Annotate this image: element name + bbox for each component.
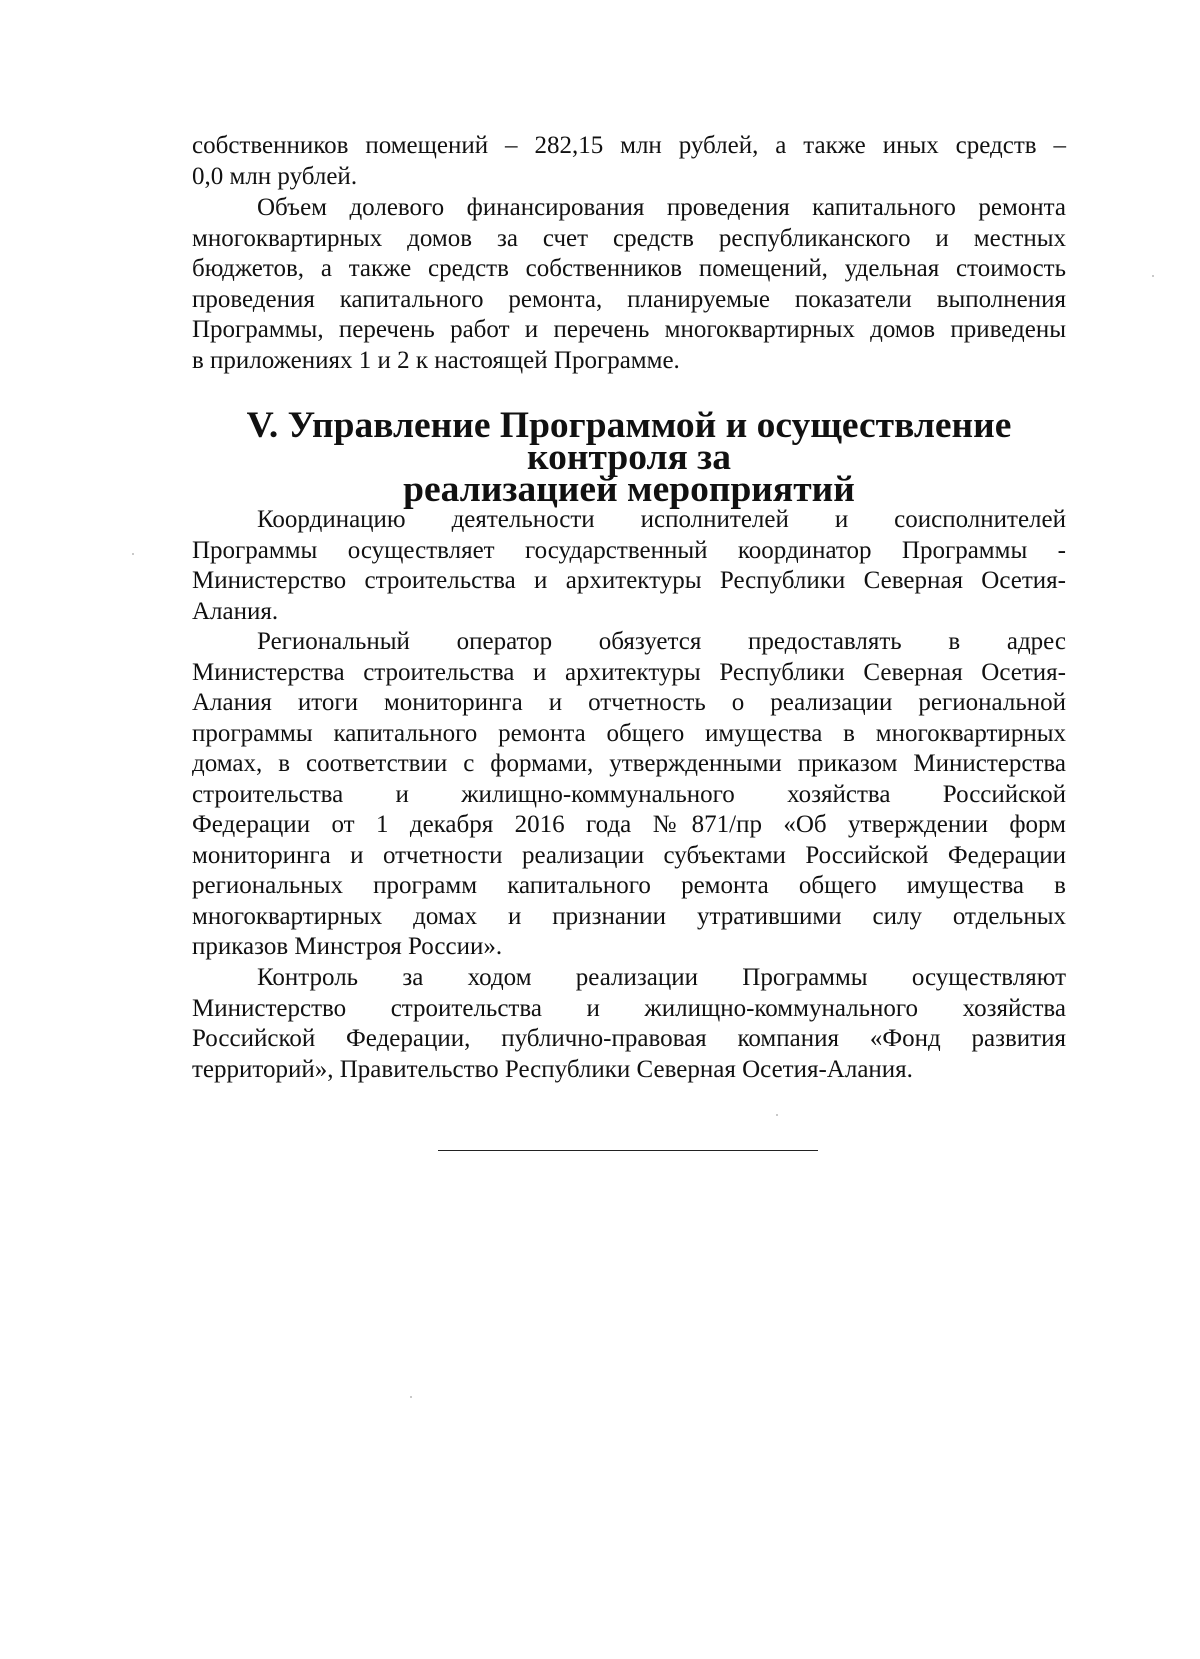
text-line: домах, в соответствии с формами, утвержденными приказом Министерства [192,750,1066,777]
text-line: Алания. [192,597,279,625]
text-line: региональных программ капитального ремонта общего имущества в [192,872,1066,899]
text-line: бюджетов, а также средств собственников помещений, удельная стоимость [192,255,1066,282]
text-line: мониторинга и отчетности реализации субъектами Российской Федерации [192,841,1066,869]
text-line: 0,0 млн рублей. [192,162,358,190]
text-line: приказов Минстроя России». [192,933,503,960]
scan-speck [410,1396,412,1398]
text-line: Программы, перечень работ и перечень многоквартирных домов приведены [192,316,1066,343]
text-line: программы капитального ремонта общего имущества в многоквартирных [192,719,1066,747]
heading-line: реализацией мероприятий [403,469,855,510]
text-line: Министерства строительства и архитектуры Республики Северная Осетия- [192,658,1066,686]
text-line: Министерство строительства и жилищно-коммунального хозяйства [192,994,1066,1022]
text-line: Федерации от 1 декабря 2016 года №871/пр «Об утверждении форм [192,811,1066,838]
paragraph-control [192,963,1066,1085]
text-line: Алания итоги мониторинга и отчетность о реализации региональной [192,689,1066,716]
text-line: Объем долевого финансирования проведения капитального ремонта [257,194,1066,221]
text-line: многоквартирных домах и признании утратившими силу отдельных [192,902,1066,930]
text-line: Российской Федерации, публично-правовая компания «Фонд развития [192,1025,1066,1052]
scan-speck [1152,275,1154,277]
text-line: проведения капитального ремонта, планируемые показатели выполнения [192,285,1066,313]
paragraph-continuation [192,131,1066,192]
text-line: Координацию деятельности исполнителей и соисполнителей [257,506,1066,533]
scan-speck [776,1114,778,1116]
text-line: в приложениях 1 и 2 к настоящей Программе. [192,346,680,374]
text-line: Контроль за ходом реализации Программы осуществляют [257,964,1066,991]
text-line: Программы осуществляет государственный координатор Программы - [192,536,1066,564]
end-divider-line [438,1150,818,1151]
text-line: Министерство строительства и архитектуры Республики Северная Осетия- [192,567,1066,594]
text-line: многоквартирных домов за счет средств республиканского и местных [192,224,1066,252]
text-line: собственников помещений – 282,15 млн рублей, а также иных средств – [192,132,1066,159]
scan-speck [132,553,134,555]
heading-line: V. Управление Программой и осуществление контроля за [246,405,1012,478]
paragraph-financing-volume [192,193,1066,376]
text-line: Региональный оператор обязуется предоставлять в адрес [257,628,1066,655]
section-heading [192,405,1066,510]
paragraph-coordination [192,505,1066,627]
text-line: территорий», Правительство Республики Северная Осетия-Алания. [192,1055,913,1083]
paragraph-regional-operator [192,627,1066,963]
text-line: строительства и жилищно-коммунального хозяйства Российской [192,780,1066,808]
